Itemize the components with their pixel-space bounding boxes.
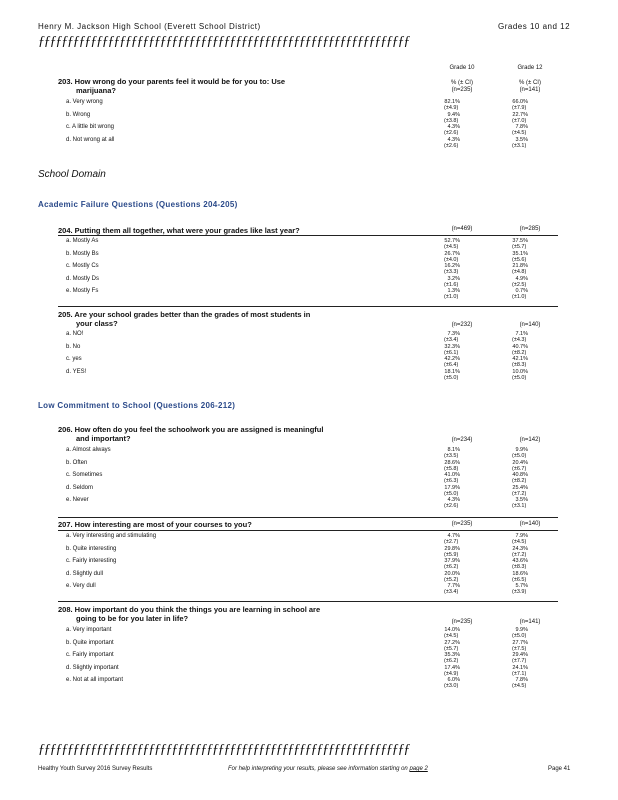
percent: 37.9% — [444, 558, 460, 564]
q203-grade10-value — [440, 99, 484, 111]
confidence-interval: (±4.5) — [512, 683, 527, 689]
percent: 29.4% — [512, 652, 528, 658]
domain-title: School Domain — [38, 169, 106, 180]
q207-option-label: e. Very dull — [66, 583, 96, 589]
q207-n10: (n=235) — [451, 521, 473, 527]
q205-grade12-value — [508, 356, 552, 368]
q208-grade12-value — [508, 677, 552, 689]
confidence-interval: (±7.0) — [512, 117, 527, 124]
percent: 41.0% — [444, 472, 460, 478]
q208-option-label: a. Very important — [66, 627, 112, 633]
confidence-interval: (±5.9) — [444, 551, 459, 558]
q204-text: 204. Putting them all together, what were your grades like last year? — [58, 226, 300, 235]
q204-grade12-value — [508, 251, 552, 263]
confidence-interval: (±5.6) — [512, 256, 527, 263]
confidence-interval: (±5.7) — [444, 645, 459, 652]
q206-n12: (n=142) — [519, 437, 541, 443]
ornament-bottom: ƒƒƒƒƒƒƒƒƒƒƒƒƒƒƒƒƒƒƒƒƒƒƒƒƒƒƒƒƒƒƒƒƒƒƒƒƒƒƒƒƒƒƒƒƒƒƒƒƒƒƒƒƒƒƒƒƒƒƒƒƒƒƒƒ — [38, 742, 410, 757]
confidence-interval: (±6.5) — [512, 576, 527, 583]
q207-grade12-value — [508, 558, 552, 570]
confidence-interval: (±4.5) — [444, 633, 459, 639]
confidence-interval: (±5.0) — [512, 374, 527, 381]
q207-grade10-value — [440, 546, 484, 558]
school-title: Henry M. Jackson High School (Everett School District) — [38, 22, 261, 31]
percent: 3.2% — [447, 275, 460, 282]
percent: 40.8% — [512, 472, 528, 478]
confidence-interval: (±7.7) — [512, 658, 527, 664]
confidence-interval: (±5.0) — [444, 374, 459, 381]
percent: 40.7% — [512, 343, 528, 350]
percent: 14.0% — [444, 627, 460, 633]
percent: 42.2% — [444, 356, 460, 362]
confidence-interval: (±3.9) — [512, 589, 527, 595]
q204-grade10-value — [440, 263, 484, 275]
confidence-interval: (±4.9) — [444, 105, 459, 111]
percent: 16.2% — [444, 263, 460, 269]
percent: 24.1% — [512, 664, 528, 671]
q208-option-label: e. Not at all important — [66, 677, 124, 683]
q203-option-label: a. Very wrong — [66, 99, 103, 105]
q203-n12: (n=141) — [519, 87, 541, 93]
confidence-interval: (±4.5) — [444, 244, 459, 250]
percent: 6.0% — [447, 677, 460, 683]
percent: 9.4% — [447, 111, 460, 118]
confidence-interval: (±4.3) — [512, 337, 527, 343]
percent: 27.7% — [512, 639, 528, 646]
q204-option-label: b. Mostly Bs — [66, 250, 99, 257]
q203-grade10-value — [440, 124, 484, 136]
q207-grade10-value — [440, 571, 484, 583]
subsection-academic-failure: Academic Failure Questions (Questions 204-205) — [38, 200, 238, 209]
percent: 52.7% — [444, 238, 460, 244]
q204-n12: (n=285) — [519, 226, 541, 232]
q208-grade12-value — [508, 665, 552, 677]
q203-grade12-value — [508, 112, 552, 124]
confidence-interval: (±5.0) — [512, 453, 527, 459]
q205-option-label: b. No — [66, 343, 81, 350]
q204-grade10-value — [440, 276, 484, 288]
q203-option-label: b. Wrong — [66, 111, 91, 118]
q207-grade12-value — [508, 583, 552, 595]
percent: 8.1% — [447, 447, 460, 453]
confidence-interval: (±7.9) — [512, 105, 527, 111]
q205-n12: (n=140) — [519, 322, 541, 328]
confidence-interval: (±3.5) — [444, 453, 459, 459]
q208-grade12-value — [508, 627, 552, 639]
q208-rule — [58, 601, 558, 602]
percent: 7.7% — [447, 583, 460, 589]
confidence-interval: (±6.2) — [444, 658, 459, 664]
q204-grade12-value — [508, 238, 552, 250]
percent: 27.2% — [444, 639, 460, 646]
confidence-interval: (±6.4) — [444, 362, 459, 368]
confidence-interval: (±7.2) — [512, 551, 527, 558]
percent: 0.7% — [515, 288, 528, 294]
q205-grade10-value — [440, 356, 484, 368]
percent: 22.7% — [512, 111, 528, 118]
confidence-interval: (±6.7) — [512, 465, 527, 472]
q206-grade10-value — [440, 447, 484, 459]
confidence-interval: (±8.2) — [512, 478, 527, 484]
q207-grade10-value — [440, 533, 484, 545]
percent: 9.9% — [515, 627, 528, 633]
q204-option-label: d. Mostly Ds — [66, 275, 100, 282]
q204-grade10-value — [440, 238, 484, 250]
q206-option-label: d. Seldom — [66, 484, 94, 491]
confidence-interval: (±7.1) — [512, 670, 527, 677]
q208-option-label: d. Slightly important — [66, 664, 119, 671]
confidence-interval: (±7.5) — [512, 645, 527, 652]
q205-option-label: c. yes — [66, 356, 82, 362]
q206-option-label: a. Almost always — [66, 447, 111, 453]
q205-text-cont: your class? — [76, 319, 118, 328]
q206-grade10-value — [440, 472, 484, 484]
q206-text: 206. How often do you feel the schoolwork you are assigned is meaningful — [58, 425, 324, 434]
q205-n10: (n=232) — [451, 322, 473, 328]
q205-grade12-value — [508, 344, 552, 356]
q203-grade10-value — [440, 137, 484, 149]
percent: 4.7% — [447, 533, 460, 539]
percent: 7.3% — [447, 331, 460, 337]
percent: 17.4% — [444, 664, 460, 671]
q203-grade12-value — [508, 99, 552, 111]
q203-text: 203. How wrong do your parents feel it would be for you to: Use — [58, 77, 286, 86]
q203-grade12-value — [508, 124, 552, 136]
percent: 17.9% — [444, 484, 460, 491]
q208-grade10-value — [440, 627, 484, 639]
q204-grade12-value — [508, 276, 552, 288]
confidence-interval: (±4.5) — [512, 130, 527, 136]
q206-grade12-value — [508, 472, 552, 484]
q207-grade10-value — [440, 558, 484, 570]
confidence-interval: (±4.9) — [444, 670, 459, 677]
q207-grade10-value — [440, 583, 484, 595]
q206-grade12-value — [508, 460, 552, 472]
percent: 9.9% — [515, 447, 528, 453]
confidence-interval: (±3.1) — [512, 142, 527, 149]
col-grade10: Grade 10 — [449, 65, 475, 71]
confidence-interval: (±8.3) — [512, 564, 527, 570]
q207-rule-top — [58, 517, 558, 518]
percent: 28.6% — [444, 459, 460, 466]
q206-grade12-value — [508, 497, 552, 509]
confidence-interval: (±3.0) — [444, 683, 459, 689]
q207-n12: (n=140) — [519, 521, 541, 527]
q208-option-label: b. Quite important — [66, 639, 114, 646]
q203-option-label: c. A little bit wrong — [66, 124, 115, 130]
q204-grade10-value — [440, 288, 484, 300]
q207-text: 207. How interesting are most of your courses to you? — [58, 520, 252, 529]
q208-grade10-value — [440, 652, 484, 664]
percent: 7.1% — [515, 331, 528, 337]
q206-grade10-value — [440, 497, 484, 509]
confidence-interval: (±1.0) — [444, 294, 459, 300]
confidence-interval: (±3.8) — [444, 117, 459, 124]
q206-grade12-value — [508, 447, 552, 459]
q204-grade12-value — [508, 263, 552, 275]
percent: 3.5% — [515, 497, 528, 503]
q204-n10: (n=469) — [451, 226, 473, 232]
q204-option-label: e. Mostly Fs — [66, 288, 99, 294]
percent: 32.3% — [444, 343, 460, 350]
percent: 4.3% — [447, 497, 460, 503]
percent: 42.1% — [512, 356, 528, 362]
confidence-interval: (±3.1) — [512, 503, 527, 509]
percent: 20.4% — [512, 459, 528, 466]
q206-text-cont: and important? — [76, 434, 131, 443]
q206-grade10-value — [440, 485, 484, 497]
percent: 35.1% — [512, 250, 528, 257]
q207-rule — [58, 530, 558, 531]
q208-grade10-value — [440, 677, 484, 689]
q205-option-label: a. NO! — [66, 331, 84, 337]
q205-option-label: d. YES! — [66, 368, 87, 375]
confidence-interval: (±6.1) — [444, 349, 459, 356]
q208-grade12-value — [508, 640, 552, 652]
confidence-interval: (±4.0) — [444, 256, 459, 263]
col-grade12: Grade 12 — [517, 65, 543, 71]
percent: 29.8% — [444, 545, 460, 552]
confidence-interval: (±6.3) — [444, 478, 459, 484]
percent: 4.3% — [447, 136, 460, 143]
confidence-interval: (±2.6) — [444, 503, 459, 509]
q203-n10: (n=235) — [451, 87, 473, 93]
percent: 7.8% — [515, 124, 528, 130]
confidence-interval: (±3.4) — [444, 337, 459, 343]
percent: 35.3% — [444, 652, 460, 658]
col-grade10-ci: % (± CI) — [451, 80, 473, 86]
q207-option-label: a. Very interesting and stimulating — [66, 533, 157, 539]
q207-option-label: b. Quite interesting — [66, 545, 117, 552]
footer-page-link[interactable]: page 2 — [409, 766, 428, 772]
q207-grade12-value — [508, 571, 552, 583]
q206-n10: (n=234) — [451, 437, 473, 443]
confidence-interval: (±2.6) — [444, 130, 459, 136]
confidence-interval: (±8.3) — [512, 362, 527, 368]
percent: 3.5% — [515, 136, 528, 143]
confidence-interval: (±6.2) — [444, 564, 459, 570]
confidence-interval: (±2.5) — [512, 281, 527, 288]
q204-rule — [58, 235, 558, 236]
percent: 24.3% — [512, 545, 528, 552]
confidence-interval: (±5.7) — [512, 244, 527, 250]
q203-text-cont: marijuana? — [76, 86, 117, 95]
footer-page-number: Page 41 — [548, 766, 571, 772]
confidence-interval: (±2.7) — [444, 539, 459, 545]
confidence-interval: (±7.2) — [512, 490, 527, 497]
q208-n12: (n=141) — [519, 619, 541, 625]
percent: 82.1% — [444, 99, 460, 105]
q207-option-label: c. Fairly interesting — [66, 558, 117, 564]
subsection-low-commitment: Low Commitment to School (Questions 206-212) — [38, 401, 236, 410]
q204-option-label: c. Mostly Cs — [66, 263, 99, 269]
confidence-interval: (±5.0) — [512, 633, 527, 639]
confidence-interval: (±1.0) — [512, 294, 527, 300]
q208-grade12-value — [508, 652, 552, 664]
q205-text: 205. Are your school grades better than the grades of most students in — [58, 310, 311, 319]
q204-grade10-value — [440, 251, 484, 263]
percent: 4.3% — [447, 124, 460, 130]
footer-help-text: For help interpreting your results, please see information starting on — [228, 766, 408, 772]
percent: 18.1% — [444, 368, 460, 375]
q206-grade12-value — [508, 485, 552, 497]
q208-option-label: c. Fairly important — [66, 652, 114, 658]
q204-grade12-value — [508, 288, 552, 300]
q205-grade10-value — [440, 344, 484, 356]
q205-grade12-value — [508, 331, 552, 343]
col-grade12-ci: % (± CI) — [519, 80, 541, 86]
confidence-interval: (±3.3) — [444, 269, 459, 275]
q205-grade10-value — [440, 369, 484, 381]
percent: 7.8% — [515, 677, 528, 683]
q207-grade12-value — [508, 546, 552, 558]
confidence-interval: (±4.8) — [512, 269, 527, 275]
q207-grade12-value — [508, 533, 552, 545]
confidence-interval: (±5.2) — [444, 576, 459, 583]
percent: 1.3% — [447, 288, 460, 294]
q203-option-label: d. Not wrong at all — [66, 136, 115, 143]
confidence-interval: (±4.5) — [512, 539, 527, 545]
q206-option-label: c. Sometimes — [66, 472, 103, 478]
q208-n10: (n=235) — [451, 619, 473, 625]
confidence-interval: (±5.0) — [444, 490, 459, 497]
confidence-interval: (±2.6) — [444, 142, 459, 149]
q207-option-label: d. Slightly dull — [66, 570, 104, 577]
ornament-top: ƒƒƒƒƒƒƒƒƒƒƒƒƒƒƒƒƒƒƒƒƒƒƒƒƒƒƒƒƒƒƒƒƒƒƒƒƒƒƒƒƒƒƒƒƒƒƒƒƒƒƒƒƒƒƒƒƒƒƒƒƒƒƒƒ — [38, 34, 410, 49]
percent: 66.0% — [512, 99, 528, 105]
percent: 20.0% — [444, 570, 460, 577]
percent: 25.4% — [512, 484, 528, 491]
percent: 18.6% — [512, 570, 528, 577]
percent: 4.9% — [515, 275, 528, 282]
confidence-interval: (±8.2) — [512, 349, 527, 356]
q206-option-label: b. Often — [66, 459, 88, 466]
percent: 43.6% — [512, 558, 528, 564]
grades-label: Grades 10 and 12 — [498, 22, 571, 31]
percent: 7.9% — [515, 533, 528, 539]
q208-grade10-value — [440, 640, 484, 652]
q208-text-cont: going to be for you later in life? — [76, 614, 189, 623]
q205-rule — [58, 306, 558, 307]
q206-grade10-value — [440, 460, 484, 472]
footer-left: Healthy Youth Survey 2016 Survey Results — [38, 766, 153, 772]
footer-help — [228, 766, 428, 772]
q208-grade10-value — [440, 665, 484, 677]
q203-grade10-value — [440, 112, 484, 124]
confidence-interval: (±5.8) — [444, 465, 459, 472]
percent: 21.8% — [512, 263, 528, 269]
percent: 37.5% — [512, 238, 528, 244]
q205-grade12-value — [508, 369, 552, 381]
q204-option-label: a. Mostly As — [66, 238, 99, 244]
percent: 10.0% — [512, 368, 528, 375]
q206-option-label: e. Never — [66, 497, 89, 503]
q203-grade12-value — [508, 137, 552, 149]
percent: 26.7% — [444, 250, 460, 257]
confidence-interval: (±3.4) — [444, 589, 459, 595]
percent: 5.7% — [515, 583, 528, 589]
confidence-interval: (±1.6) — [444, 281, 459, 288]
q205-grade10-value — [440, 331, 484, 343]
q208-text: 208. How important do you think the things you are learning in school are — [58, 605, 321, 614]
